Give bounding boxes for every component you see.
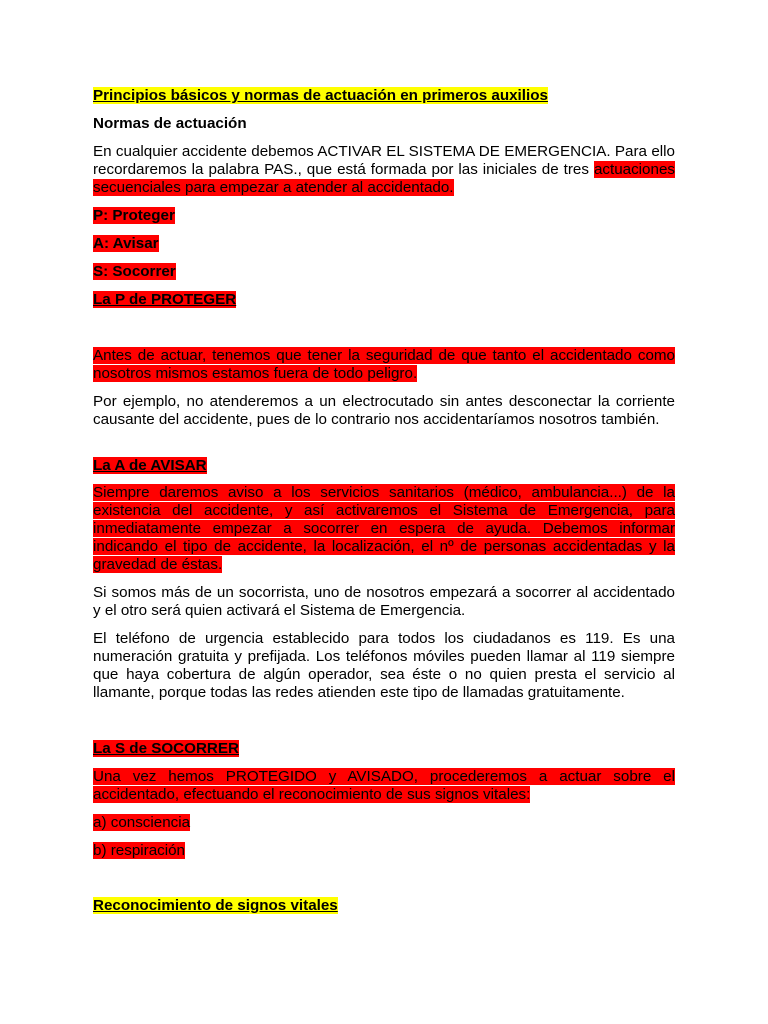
proteger-heading: La P de PROTEGER (93, 291, 237, 308)
intro-paragraph (93, 143, 675, 197)
pas-item-p: P: Proteger (93, 207, 175, 224)
proteger-highlight: Antes de actuar, tenemos que tener la seguridad de que tanto el accidentado como nosotros mismos estamos fuera de todo peligro. (93, 347, 675, 382)
avisar-heading: La A de AVISAR (93, 457, 207, 474)
doc-subtitle: Normas de actuación (93, 115, 247, 132)
proteger-example: Por ejemplo, no atenderemos a un electrocutado sin antes desconectar la corriente causante del accidente, pues de lo contrario nos accidentaríamos nosotros también. (93, 393, 675, 428)
socorrer-item-consciencia: a) consciencia (93, 814, 191, 831)
socorrer-item-respiracion: b) respiración (93, 842, 186, 859)
avisar-para-2: El teléfono de urgencia establecido para todos los ciudadanos es 119. Es una numeración gratuita y prefijada. Los teléfonos móviles pueden llamar al 119 siempre que haya cobertura de algún operador, sea éste o no quien presta el servicio al llamante, porque todas las redes atienden este tipo de llamadas gratuitamente. (93, 630, 675, 701)
avisar-highlight: Siempre daremos aviso a los servicios sanitarios (médico, ambulancia...) de la existencia del accidente, y así activaremos el Sistema de Emergencia, para inmediatamente empezar a socorrer en espera de ayuda. Debemos informar indicando el tipo de accidente, la localización, el nº de personas accidentadas y la gravedad de éstas. (93, 484, 675, 573)
vital-signs-heading: Reconocimiento de signos vitales (93, 897, 338, 914)
intro-plain: En cualquier accidente debemos ACTIVAR EL SISTEMA DE EMERGENCIA. Para ello recordaremos la palabra PAS., que está formada por las iniciales de tres (93, 143, 675, 178)
avisar-para-1: Si somos más de un socorrista, uno de nosotros empezará a socorrer al accidentado y el otro será quien activará el Sistema de Emergencia. (93, 584, 675, 619)
socorrer-heading: La S de SOCORRER (93, 740, 239, 757)
pas-item-s: S: Socorrer (93, 263, 176, 280)
doc-title: Principios básicos y normas de actuación en primeros auxilios (93, 87, 548, 104)
intro-highlight: actuaciones secuenciales para empezar a atender al accidentado. (93, 161, 675, 196)
pas-item-a: A: Avisar (93, 235, 159, 252)
socorrer-highlight: Una vez hemos PROTEGIDO y AVISADO, procederemos a actuar sobre el accidentado, efectuando el reconocimiento de sus signos vitales: (93, 768, 675, 803)
